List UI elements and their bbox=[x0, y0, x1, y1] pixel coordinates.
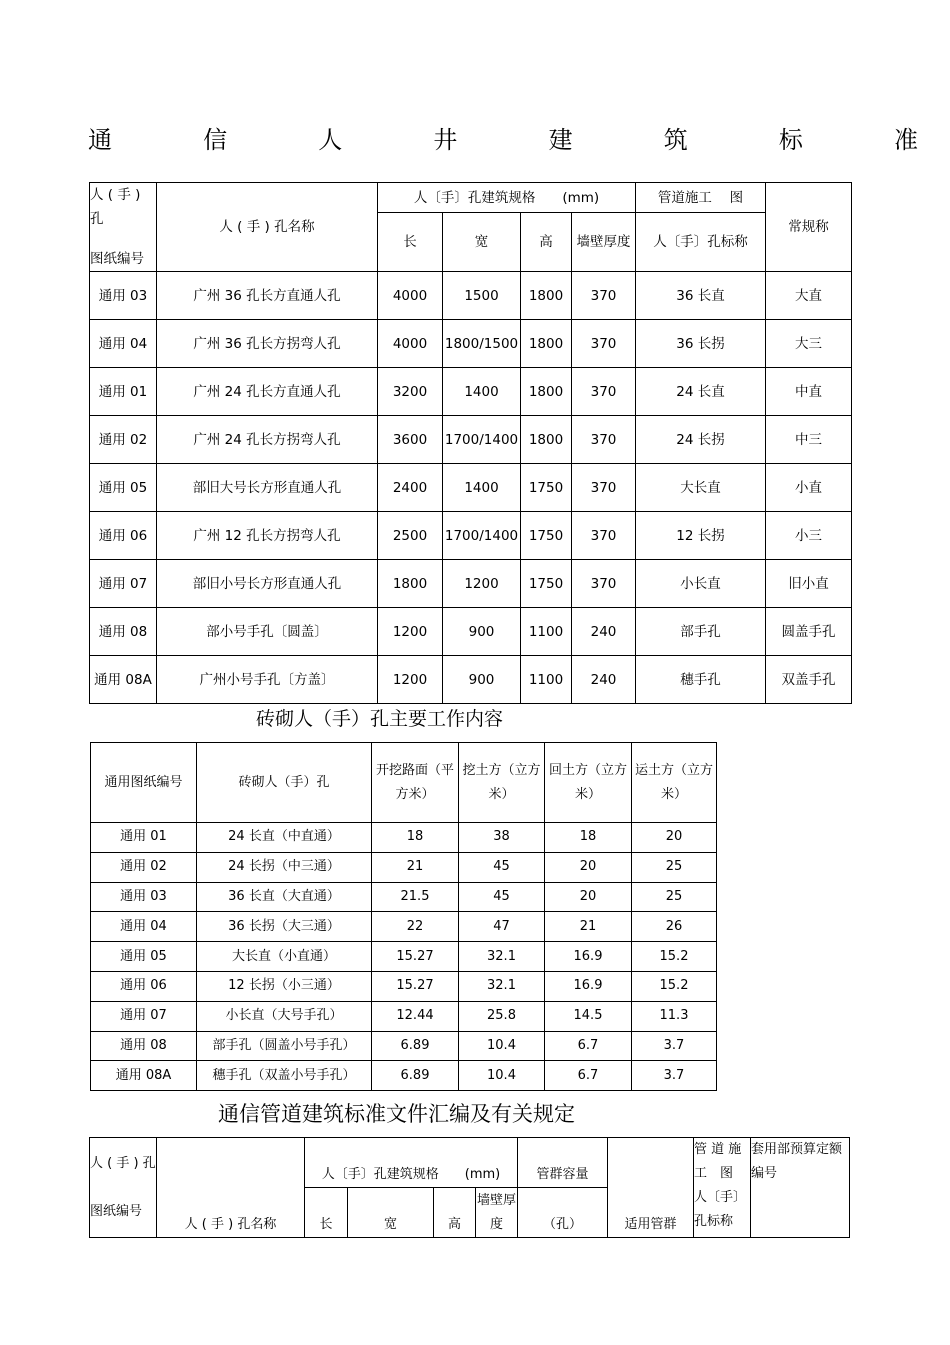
t3-header-length: 长 bbox=[305, 1188, 348, 1238]
cell-name: 12 长拐（小三通） bbox=[197, 971, 372, 1001]
cell-width: 1800/1500 bbox=[443, 320, 521, 368]
cell-drawing-no: 通用 02 bbox=[91, 852, 197, 882]
cell-height: 1800 bbox=[521, 320, 572, 368]
cell-dwg-name: 24 长直 bbox=[636, 368, 766, 416]
header-wall: 墙壁厚度 bbox=[572, 213, 636, 272]
t2-header-name: 砖砌人（手）孔 bbox=[197, 743, 372, 823]
cell-drawing-no: 通用 01 bbox=[91, 823, 197, 853]
header-dwg-bottom: 人〔手〕孔标称 bbox=[636, 213, 766, 272]
cell-dwg-name: 小长直 bbox=[636, 560, 766, 608]
cell-length: 1200 bbox=[378, 656, 443, 704]
t2-header-road: 开挖路面（平方米） bbox=[372, 743, 459, 823]
t3-header-id-top: 人 ( 手 ) 孔 bbox=[90, 1155, 156, 1171]
t3-header-name: 人 ( 手 ) 孔名称 bbox=[157, 1138, 305, 1238]
cell-drawing-no: 通用 05 bbox=[90, 464, 157, 512]
table2-body bbox=[91, 823, 717, 1091]
cell-width: 1500 bbox=[443, 272, 521, 320]
cell-haul: 15.2 bbox=[632, 971, 717, 1001]
t3-header-capacity: 管群容量 bbox=[518, 1138, 608, 1188]
cell-name: 广州 24 孔长方直通人孔 bbox=[157, 368, 378, 416]
cell-common-name: 双盖手孔 bbox=[766, 656, 852, 704]
cell-height: 1800 bbox=[521, 272, 572, 320]
table-row bbox=[90, 416, 852, 464]
cell-road-area: 15.27 bbox=[372, 942, 459, 972]
cell-common-name: 小三 bbox=[766, 512, 852, 560]
title-char: 准 bbox=[893, 126, 918, 154]
cell-name: 小长直（大号手孔） bbox=[197, 1001, 372, 1031]
table-row bbox=[91, 823, 717, 853]
cell-common-name: 小直 bbox=[766, 464, 852, 512]
cell-dig: 32.1 bbox=[459, 971, 545, 1001]
header-spec: 人〔手〕孔建筑规格 (mm) bbox=[378, 183, 636, 213]
cell-name: 广州小号手孔〔方盖〕 bbox=[157, 656, 378, 704]
table-row bbox=[90, 656, 852, 704]
table-row bbox=[90, 464, 852, 512]
cell-width: 1400 bbox=[443, 368, 521, 416]
cell-drawing-no: 通用 04 bbox=[91, 912, 197, 942]
t3-header-height: 高 bbox=[434, 1188, 476, 1238]
title-char: 筑 bbox=[663, 126, 688, 154]
cell-height: 1100 bbox=[521, 608, 572, 656]
title-char: 人 bbox=[318, 126, 343, 154]
cell-common-name: 中直 bbox=[766, 368, 852, 416]
t3-header-spec: 人〔手〕孔建筑规格 (mm) bbox=[305, 1138, 518, 1188]
cell-drawing-no: 通用 06 bbox=[90, 512, 157, 560]
cell-drawing-no: 通用 08 bbox=[91, 1031, 197, 1061]
cell-dwg-name: 36 长拐 bbox=[636, 320, 766, 368]
cell-drawing-no: 通用 06 bbox=[91, 971, 197, 1001]
cell-name: 部旧大号长方形直通人孔 bbox=[157, 464, 378, 512]
cell-height: 1750 bbox=[521, 560, 572, 608]
cell-backfill: 20 bbox=[545, 852, 632, 882]
table-row bbox=[91, 852, 717, 882]
header-length: 长 bbox=[378, 213, 443, 272]
t3-header-applicable: 适用管群 bbox=[608, 1138, 694, 1238]
cell-length: 1800 bbox=[378, 560, 443, 608]
cell-drawing-no: 通用 02 bbox=[90, 416, 157, 464]
cell-dig: 45 bbox=[459, 852, 545, 882]
cell-wall: 370 bbox=[572, 560, 636, 608]
cell-dig: 47 bbox=[459, 912, 545, 942]
table-row bbox=[91, 971, 717, 1001]
cell-drawing-no: 通用 08A bbox=[90, 656, 157, 704]
cell-name: 24 长直（中直通） bbox=[197, 823, 372, 853]
cell-name: 广州 24 孔长方拐弯人孔 bbox=[157, 416, 378, 464]
table-row bbox=[91, 912, 717, 942]
cell-dwg-name: 穗手孔 bbox=[636, 656, 766, 704]
cell-length: 2400 bbox=[378, 464, 443, 512]
cell-dwg-name: 36 长直 bbox=[636, 272, 766, 320]
cell-wall: 370 bbox=[572, 320, 636, 368]
cell-haul: 25 bbox=[632, 882, 717, 912]
cell-length: 4000 bbox=[378, 320, 443, 368]
cell-common-name: 圆盖手孔 bbox=[766, 608, 852, 656]
cell-name: 部小号手孔〔圆盖〕 bbox=[157, 608, 378, 656]
t3-header-dwg: 管 道 施 工 图 人〔手〕孔标称 bbox=[694, 1138, 751, 1238]
cell-width: 1200 bbox=[443, 560, 521, 608]
header-name: 人 ( 手 ) 孔名称 bbox=[157, 183, 378, 272]
cell-width: 1700/1400 bbox=[443, 416, 521, 464]
cell-length: 4000 bbox=[378, 272, 443, 320]
header-id-top: 人 ( 手 ) 孔 bbox=[90, 187, 141, 227]
cell-dig: 10.4 bbox=[459, 1061, 545, 1091]
cell-drawing-no: 通用 04 bbox=[90, 320, 157, 368]
cell-width: 900 bbox=[443, 608, 521, 656]
cell-length: 3200 bbox=[378, 368, 443, 416]
cell-name: 36 长直（大直通） bbox=[197, 882, 372, 912]
header-width: 宽 bbox=[443, 213, 521, 272]
table-row bbox=[90, 368, 852, 416]
cell-dig: 38 bbox=[459, 823, 545, 853]
table-row bbox=[91, 1001, 717, 1031]
cell-name: 广州 36 孔长方拐弯人孔 bbox=[157, 320, 378, 368]
cell-haul: 25 bbox=[632, 852, 717, 882]
cell-name: 24 长拐（中三通） bbox=[197, 852, 372, 882]
title-char: 信 bbox=[203, 126, 228, 154]
title-char: 建 bbox=[548, 126, 573, 154]
cell-name: 大长直（小直通） bbox=[197, 942, 372, 972]
cell-dwg-name: 大长直 bbox=[636, 464, 766, 512]
t3-header-id bbox=[90, 1138, 157, 1238]
cell-name: 部手孔（圆盖小号手孔） bbox=[197, 1031, 372, 1061]
cell-dig: 10.4 bbox=[459, 1031, 545, 1061]
table-row bbox=[90, 272, 852, 320]
cell-drawing-no: 通用 07 bbox=[90, 560, 157, 608]
cell-haul: 3.7 bbox=[632, 1031, 717, 1061]
t2-header-id: 通用图纸编号 bbox=[91, 743, 197, 823]
cell-wall: 370 bbox=[572, 272, 636, 320]
table-row bbox=[91, 1031, 717, 1061]
cell-wall: 370 bbox=[572, 512, 636, 560]
table-row bbox=[90, 560, 852, 608]
table-row bbox=[91, 1061, 717, 1091]
cell-name: 穗手孔（双盖小号手孔） bbox=[197, 1061, 372, 1091]
header-id-bottom: 图纸编号 bbox=[90, 251, 144, 267]
header-height: 高 bbox=[521, 213, 572, 272]
cell-drawing-no: 通用 08 bbox=[90, 608, 157, 656]
t2-header-haul: 运土方（立方米） bbox=[632, 743, 717, 823]
cell-height: 1750 bbox=[521, 512, 572, 560]
cell-height: 1800 bbox=[521, 416, 572, 464]
cell-common-name: 大直 bbox=[766, 272, 852, 320]
cell-road-area: 22 bbox=[372, 912, 459, 942]
cell-drawing-no: 通用 08A bbox=[91, 1061, 197, 1091]
cell-wall: 370 bbox=[572, 464, 636, 512]
cell-drawing-no: 通用 03 bbox=[90, 272, 157, 320]
cell-dwg-name: 12 长拐 bbox=[636, 512, 766, 560]
cell-haul: 15.2 bbox=[632, 942, 717, 972]
cell-common-name: 中三 bbox=[766, 416, 852, 464]
t3-header-id-bottom: 图纸编号 bbox=[90, 1203, 143, 1219]
cell-width: 1700/1400 bbox=[443, 512, 521, 560]
cell-wall: 240 bbox=[572, 608, 636, 656]
header-id-cell bbox=[90, 183, 157, 272]
cell-haul: 11.3 bbox=[632, 1001, 717, 1031]
cell-dig: 45 bbox=[459, 882, 545, 912]
cell-road-area: 6.89 bbox=[372, 1031, 459, 1061]
table-row bbox=[90, 320, 852, 368]
table-row bbox=[90, 512, 852, 560]
title-char: 通 bbox=[88, 126, 112, 154]
table-row bbox=[91, 942, 717, 972]
t2-header-backfill: 回土方（立方米） bbox=[545, 743, 632, 823]
document-title bbox=[88, 120, 918, 155]
pipeline-standard-table bbox=[89, 1137, 850, 1238]
cell-height: 1100 bbox=[521, 656, 572, 704]
cell-length: 2500 bbox=[378, 512, 443, 560]
cell-length: 1200 bbox=[378, 608, 443, 656]
cell-backfill: 16.9 bbox=[545, 942, 632, 972]
cell-backfill: 16.9 bbox=[545, 971, 632, 1001]
cell-wall: 240 bbox=[572, 656, 636, 704]
cell-common-name: 旧小直 bbox=[766, 560, 852, 608]
cell-road-area: 21.5 bbox=[372, 882, 459, 912]
cell-height: 1800 bbox=[521, 368, 572, 416]
table-row bbox=[90, 608, 852, 656]
t3-header-capacity-unit: （孔） bbox=[518, 1188, 608, 1238]
cell-height: 1750 bbox=[521, 464, 572, 512]
table-row bbox=[91, 882, 717, 912]
cell-width: 900 bbox=[443, 656, 521, 704]
cell-name: 广州 36 孔长方直通人孔 bbox=[157, 272, 378, 320]
t3-header-width: 宽 bbox=[348, 1188, 434, 1238]
table1-body bbox=[90, 272, 852, 704]
t3-header-wall: 墙壁厚度 bbox=[476, 1188, 518, 1238]
cell-drawing-no: 通用 03 bbox=[91, 882, 197, 912]
work-content-table bbox=[90, 742, 717, 1091]
cell-backfill: 20 bbox=[545, 882, 632, 912]
t2-header-dig: 挖土方（立方米） bbox=[459, 743, 545, 823]
cell-backfill: 14.5 bbox=[545, 1001, 632, 1031]
cell-wall: 370 bbox=[572, 368, 636, 416]
cell-common-name: 大三 bbox=[766, 320, 852, 368]
cell-backfill: 21 bbox=[545, 912, 632, 942]
header-dwg-top: 管道施工 图 bbox=[636, 183, 766, 213]
cell-name: 部旧小号长方形直通人孔 bbox=[157, 560, 378, 608]
section-heading: 砖砌人（手）孔主要工作内容 bbox=[256, 708, 504, 730]
cell-dig: 25.8 bbox=[459, 1001, 545, 1031]
cell-backfill: 6.7 bbox=[545, 1031, 632, 1061]
cell-wall: 370 bbox=[572, 416, 636, 464]
cell-haul: 26 bbox=[632, 912, 717, 942]
cell-backfill: 6.7 bbox=[545, 1061, 632, 1091]
cell-length: 3600 bbox=[378, 416, 443, 464]
cell-name: 36 长拐（大三通） bbox=[197, 912, 372, 942]
cell-drawing-no: 通用 05 bbox=[91, 942, 197, 972]
manhole-spec-table bbox=[89, 182, 852, 704]
cell-drawing-no: 通用 07 bbox=[91, 1001, 197, 1031]
cell-dwg-name: 24 长拐 bbox=[636, 416, 766, 464]
cell-width: 1400 bbox=[443, 464, 521, 512]
title-char: 井 bbox=[433, 126, 458, 154]
cell-road-area: 21 bbox=[372, 852, 459, 882]
cell-road-area: 12.44 bbox=[372, 1001, 459, 1031]
cell-road-area: 6.89 bbox=[372, 1061, 459, 1091]
cell-name: 广州 12 孔长方拐弯人孔 bbox=[157, 512, 378, 560]
cell-drawing-no: 通用 01 bbox=[90, 368, 157, 416]
cell-dig: 32.1 bbox=[459, 942, 545, 972]
cell-road-area: 15.27 bbox=[372, 971, 459, 1001]
title-char: 标 bbox=[778, 126, 803, 154]
cell-haul: 20 bbox=[632, 823, 717, 853]
cell-road-area: 18 bbox=[372, 823, 459, 853]
section-heading: 通信管道建筑标准文件汇编及有关规定 bbox=[218, 1102, 575, 1126]
cell-haul: 3.7 bbox=[632, 1061, 717, 1091]
cell-backfill: 18 bbox=[545, 823, 632, 853]
cell-dwg-name: 部手孔 bbox=[636, 608, 766, 656]
t3-header-quota: 套用部预算定额编号 bbox=[751, 1138, 850, 1238]
header-common: 常规称 bbox=[766, 183, 852, 272]
